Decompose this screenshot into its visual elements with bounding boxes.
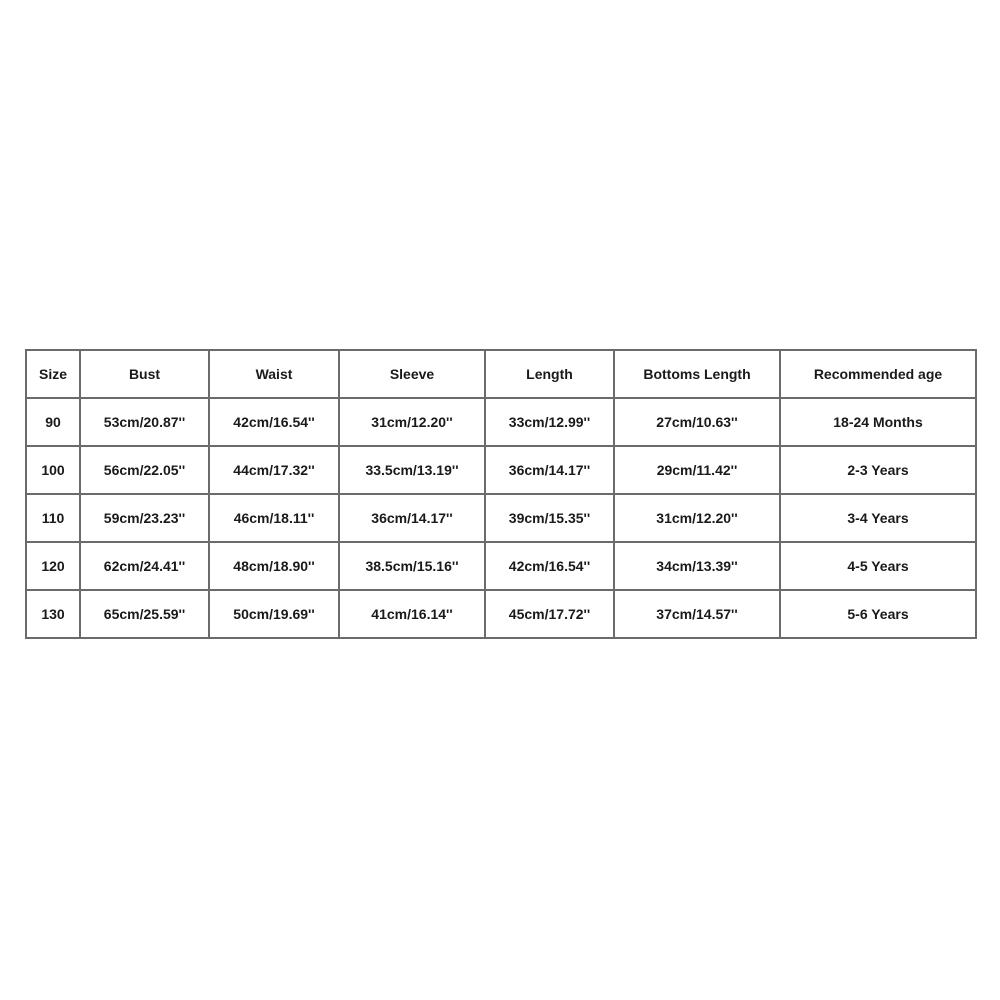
header-row (26, 350, 976, 398)
cell-bottoms-length: 29cm/11.42'' (614, 446, 780, 494)
cell-recommended-age: 2-3 Years (780, 446, 976, 494)
cell-length: 33cm/12.99'' (485, 398, 614, 446)
cell-waist: 48cm/18.90'' (209, 542, 339, 590)
cell-bust: 59cm/23.23'' (80, 494, 209, 542)
cell-size: 90 (26, 398, 80, 446)
table-row (26, 494, 976, 542)
cell-length: 39cm/15.35'' (485, 494, 614, 542)
header-size: Size (26, 350, 80, 398)
cell-size: 120 (26, 542, 80, 590)
cell-bottoms-length: 31cm/12.20'' (614, 494, 780, 542)
cell-sleeve: 41cm/16.14'' (339, 590, 485, 638)
size-chart-table (25, 349, 977, 639)
cell-bottoms-length: 27cm/10.63'' (614, 398, 780, 446)
cell-bottoms-length: 37cm/14.57'' (614, 590, 780, 638)
cell-bust: 62cm/24.41'' (80, 542, 209, 590)
cell-waist: 46cm/18.11'' (209, 494, 339, 542)
cell-sleeve: 33.5cm/13.19'' (339, 446, 485, 494)
cell-sleeve: 36cm/14.17'' (339, 494, 485, 542)
header-sleeve: Sleeve (339, 350, 485, 398)
cell-bottoms-length: 34cm/13.39'' (614, 542, 780, 590)
header-bust: Bust (80, 350, 209, 398)
table-row (26, 590, 976, 638)
cell-recommended-age: 5-6 Years (780, 590, 976, 638)
table-row (26, 398, 976, 446)
cell-waist: 50cm/19.69'' (209, 590, 339, 638)
table-row (26, 446, 976, 494)
cell-waist: 42cm/16.54'' (209, 398, 339, 446)
cell-bust: 56cm/22.05'' (80, 446, 209, 494)
cell-length: 45cm/17.72'' (485, 590, 614, 638)
header-length: Length (485, 350, 614, 398)
cell-sleeve: 31cm/12.20'' (339, 398, 485, 446)
cell-size: 110 (26, 494, 80, 542)
cell-bust: 65cm/25.59'' (80, 590, 209, 638)
cell-size: 130 (26, 590, 80, 638)
header-waist: Waist (209, 350, 339, 398)
cell-waist: 44cm/17.32'' (209, 446, 339, 494)
cell-length: 42cm/16.54'' (485, 542, 614, 590)
cell-bust: 53cm/20.87'' (80, 398, 209, 446)
table-row (26, 542, 976, 590)
cell-recommended-age: 18-24 Months (780, 398, 976, 446)
cell-recommended-age: 4-5 Years (780, 542, 976, 590)
header-recommended-age: Recommended age (780, 350, 976, 398)
header-bottoms-length: Bottoms Length (614, 350, 780, 398)
cell-size: 100 (26, 446, 80, 494)
cell-recommended-age: 3-4 Years (780, 494, 976, 542)
cell-length: 36cm/14.17'' (485, 446, 614, 494)
cell-sleeve: 38.5cm/15.16'' (339, 542, 485, 590)
